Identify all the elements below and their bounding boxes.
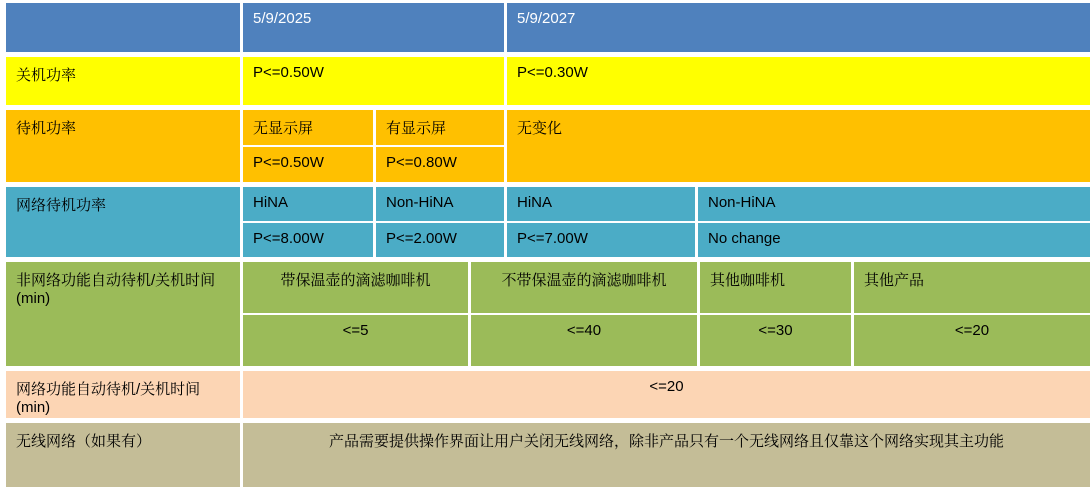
wireless-label: 无线网络（如果有） bbox=[6, 423, 240, 487]
networked-standby-label: 网络待机功率 bbox=[6, 187, 240, 257]
networked-2025-nonhina-limit: P<=2.00W bbox=[376, 223, 504, 257]
category-drip-with-jug-limit: <=5 bbox=[243, 315, 468, 366]
off-mode-limit-2027: P<=0.30W bbox=[507, 57, 1090, 105]
auto-off-category-limits bbox=[243, 315, 1090, 366]
networked-2027-hina-limit: P<=7.00W bbox=[507, 223, 695, 257]
row-networked-standby bbox=[6, 187, 1090, 257]
standby-label: 待机功率 bbox=[6, 110, 240, 182]
wireless-requirement: 产品需要提供操作界面让用户关闭无线网络，除非产品只有一个无线网络且仅靠这个网络实现其主功能 bbox=[243, 423, 1090, 487]
row-auto-off-non-network bbox=[6, 262, 1090, 366]
standby-2025-group bbox=[243, 110, 504, 182]
off-mode-limit-2025: P<=0.50W bbox=[243, 57, 504, 105]
off-mode-label: 关机功率 bbox=[6, 57, 240, 105]
category-other-coffee-label: 其他咖啡机 bbox=[700, 262, 851, 313]
standby-2025-headers bbox=[243, 110, 504, 145]
standby-no-display-label: 无显示屏 bbox=[243, 110, 373, 145]
row-auto-off-network bbox=[6, 371, 1090, 418]
category-other-coffee-limit: <=30 bbox=[700, 315, 851, 366]
networked-standby-headers bbox=[243, 187, 1090, 221]
standby-with-display-label: 有显示屏 bbox=[376, 110, 504, 145]
networked-standby-limits bbox=[243, 223, 1090, 257]
row-standby bbox=[6, 110, 1090, 182]
standby-no-display-limit: P<=0.50W bbox=[243, 147, 373, 182]
networked-2025-hina-label: HiNA bbox=[243, 187, 373, 221]
auto-off-non-network-group bbox=[243, 262, 1090, 366]
networked-2027-nonhina-label: Non-HiNA bbox=[698, 187, 1090, 221]
networked-2027-nonhina-limit: No change bbox=[698, 223, 1090, 257]
auto-off-network-label: 网络功能自动待机/关机时间(min) bbox=[6, 371, 240, 418]
networked-2025-hina-limit: P<=8.00W bbox=[243, 223, 373, 257]
auto-off-network-limit: <=20 bbox=[243, 371, 1090, 418]
standby-2025-limits bbox=[243, 147, 504, 182]
category-drip-without-jug-limit: <=40 bbox=[471, 315, 697, 366]
header-corner-cell bbox=[6, 3, 240, 52]
row-wireless bbox=[6, 423, 1090, 487]
networked-2025-nonhina-label: Non-HiNA bbox=[376, 187, 504, 221]
category-other-products-limit: <=20 bbox=[854, 315, 1090, 366]
networked-2027-hina-label: HiNA bbox=[507, 187, 695, 221]
header-date-2027: 5/9/2027 bbox=[507, 3, 1090, 52]
row-off-mode bbox=[6, 57, 1090, 105]
header-date-2025: 5/9/2025 bbox=[243, 3, 504, 52]
auto-off-category-headers bbox=[243, 262, 1090, 313]
standby-change-2027: 无变化 bbox=[507, 110, 1090, 182]
category-drip-with-jug-label: 带保温壶的滴滤咖啡机 bbox=[243, 262, 468, 313]
auto-off-non-network-label: 非网络功能自动待机/关机时间(min) bbox=[6, 262, 240, 366]
networked-standby-group bbox=[243, 187, 1090, 257]
header-row bbox=[6, 3, 1090, 52]
category-other-products-label: 其他产品 bbox=[854, 262, 1090, 313]
category-drip-without-jug-label: 不带保温壶的滴滤咖啡机 bbox=[471, 262, 697, 313]
standby-with-display-limit: P<=0.80W bbox=[376, 147, 504, 182]
